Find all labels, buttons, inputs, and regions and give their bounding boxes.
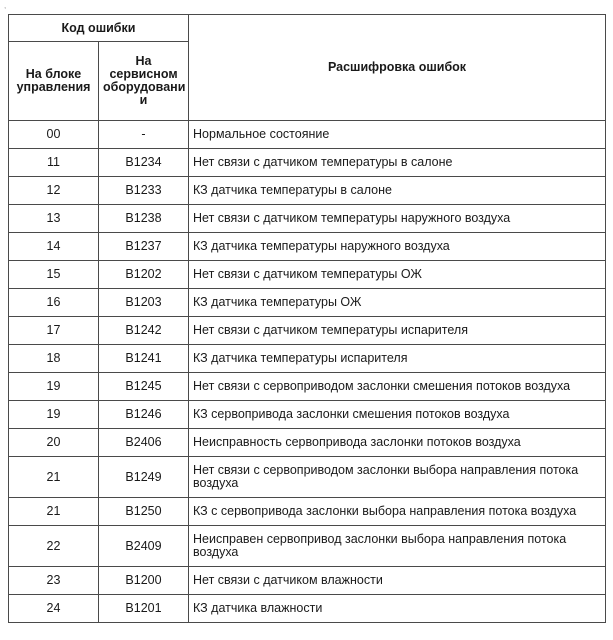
table-row bbox=[9, 261, 606, 289]
cell-description: Нет связи с датчиком температуры в салоне bbox=[189, 149, 606, 177]
cell-control-unit-code: 12 bbox=[9, 177, 99, 205]
cell-service-code: B1234 bbox=[99, 149, 189, 177]
cell-description: Нет связи с сервоприводом заслонки выбора направления потока воздуха bbox=[189, 457, 606, 498]
cell-service-code: B1202 bbox=[99, 261, 189, 289]
cell-service-code: - bbox=[99, 121, 189, 149]
table-row bbox=[9, 149, 606, 177]
table-row bbox=[9, 345, 606, 373]
cell-description: КЗ датчика температуры испарителя bbox=[189, 345, 606, 373]
cell-description: Нет связи с датчиком температуры наружного воздуха bbox=[189, 205, 606, 233]
cell-service-code: B2409 bbox=[99, 526, 189, 567]
cell-control-unit-code: 15 bbox=[9, 261, 99, 289]
cell-control-unit-code: 18 bbox=[9, 345, 99, 373]
table-row bbox=[9, 595, 606, 623]
cell-control-unit-code: 20 bbox=[9, 429, 99, 457]
table-row bbox=[9, 373, 606, 401]
header-control-unit: На блоке управления bbox=[9, 42, 99, 121]
cell-control-unit-code: 14 bbox=[9, 233, 99, 261]
header-description: Расшифровка ошибок bbox=[189, 15, 606, 121]
cell-service-code: B1246 bbox=[99, 401, 189, 429]
header-service-equipment: На сервисном оборудовани и bbox=[99, 42, 189, 121]
cell-control-unit-code: 00 bbox=[9, 121, 99, 149]
cell-description: Нет связи с сервоприводом заслонки смешения потоков воздуха bbox=[189, 373, 606, 401]
table-row bbox=[9, 317, 606, 345]
table-row bbox=[9, 498, 606, 526]
cell-description: Неисправность сервопривода заслонки потоков воздуха bbox=[189, 429, 606, 457]
cell-service-code: B1233 bbox=[99, 177, 189, 205]
cell-description: КЗ датчика влажности bbox=[189, 595, 606, 623]
cell-control-unit-code: 19 bbox=[9, 401, 99, 429]
error-codes-table bbox=[8, 14, 606, 623]
cell-service-code: B1241 bbox=[99, 345, 189, 373]
cell-control-unit-code: 17 bbox=[9, 317, 99, 345]
cell-control-unit-code: 23 bbox=[9, 567, 99, 595]
table-row bbox=[9, 429, 606, 457]
cell-description: Неисправен сервопривод заслонки выбора направления потока воздуха bbox=[189, 526, 606, 567]
cell-description: Нормальное состояние bbox=[189, 121, 606, 149]
cell-control-unit-code: 21 bbox=[9, 457, 99, 498]
cell-description: КЗ датчика температуры наружного воздуха bbox=[189, 233, 606, 261]
cell-description: Нет связи с датчиком влажности bbox=[189, 567, 606, 595]
cell-service-code: B1238 bbox=[99, 205, 189, 233]
cell-description: Нет связи с датчиком температуры испарителя bbox=[189, 317, 606, 345]
cell-service-code: B1250 bbox=[99, 498, 189, 526]
cell-service-code: B1242 bbox=[99, 317, 189, 345]
cell-description: Нет связи с датчиком температуры ОЖ bbox=[189, 261, 606, 289]
table-row bbox=[9, 233, 606, 261]
cell-service-code: B1237 bbox=[99, 233, 189, 261]
cell-control-unit-code: 24 bbox=[9, 595, 99, 623]
header-error-code: Код ошибки bbox=[9, 15, 189, 42]
cell-control-unit-code: 21 bbox=[9, 498, 99, 526]
cell-control-unit-code: 13 bbox=[9, 205, 99, 233]
table-row bbox=[9, 121, 606, 149]
table-row bbox=[9, 205, 606, 233]
table-body bbox=[9, 121, 606, 623]
cell-service-code: B2406 bbox=[99, 429, 189, 457]
cell-control-unit-code: 11 bbox=[9, 149, 99, 177]
cell-service-code: B1201 bbox=[99, 595, 189, 623]
table-row bbox=[9, 289, 606, 317]
cell-control-unit-code: 16 bbox=[9, 289, 99, 317]
cell-service-code: B1249 bbox=[99, 457, 189, 498]
table-row bbox=[9, 526, 606, 567]
table-header bbox=[9, 15, 606, 121]
cell-description: КЗ сервопривода заслонки смешения потоков воздуха bbox=[189, 401, 606, 429]
table-row bbox=[9, 457, 606, 498]
cell-description: КЗ датчика температуры ОЖ bbox=[189, 289, 606, 317]
cell-description: КЗ датчика температуры в салоне bbox=[189, 177, 606, 205]
cell-description: КЗ с сервопривода заслонки выбора направления потока воздуха bbox=[189, 498, 606, 526]
cell-control-unit-code: 22 bbox=[9, 526, 99, 567]
corner-mark: , bbox=[4, 1, 7, 10]
table-row bbox=[9, 177, 606, 205]
cell-control-unit-code: 19 bbox=[9, 373, 99, 401]
table-row bbox=[9, 567, 606, 595]
cell-service-code: B1203 bbox=[99, 289, 189, 317]
cell-service-code: B1200 bbox=[99, 567, 189, 595]
cell-service-code: B1245 bbox=[99, 373, 189, 401]
table-row bbox=[9, 401, 606, 429]
